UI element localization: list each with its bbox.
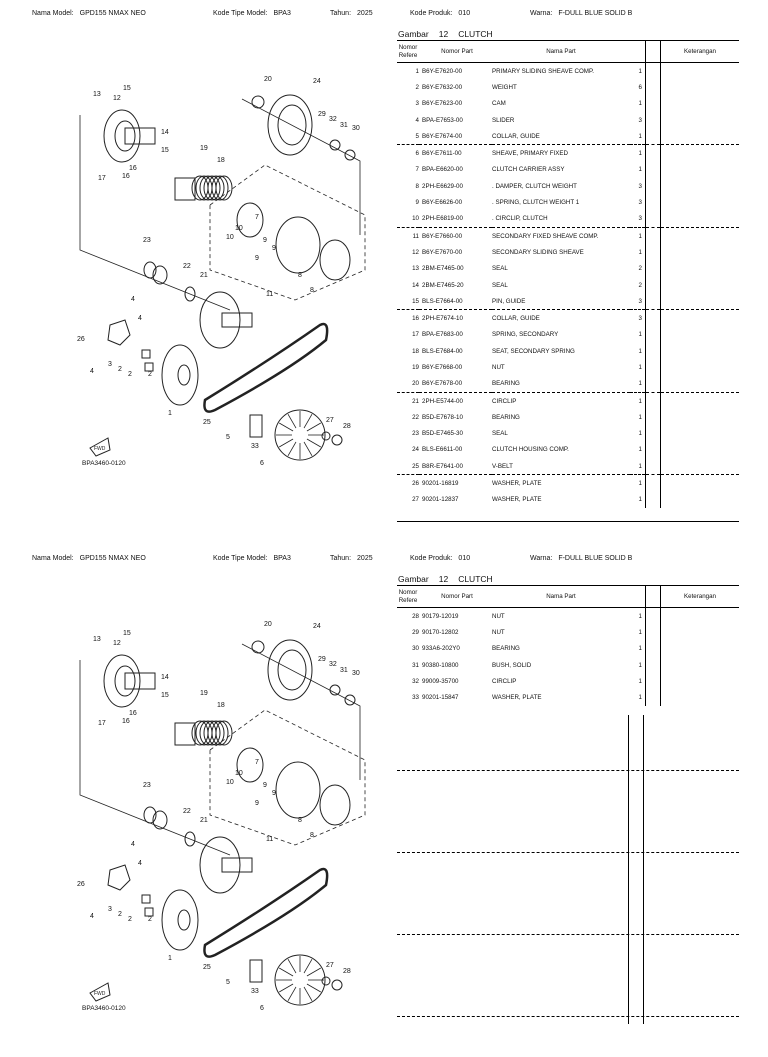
header-model: Nama Model: GPD155 NMAX NEO — [32, 10, 146, 17]
part-name: COLLAR, GUIDE — [492, 315, 540, 323]
table-row — [397, 194, 739, 210]
quantity: 3 — [630, 211, 646, 228]
quantity: 1 — [630, 624, 646, 640]
ref-number: 17 — [412, 331, 419, 339]
ref-number: 33 — [412, 694, 419, 702]
part-name: CLUTCH CARRIER ASSY — [492, 166, 565, 174]
col-remark: Keterangan — [661, 41, 740, 63]
table-row — [397, 310, 739, 327]
callout-label: 3 — [108, 361, 112, 368]
table-row — [397, 624, 739, 640]
table-row — [397, 657, 739, 673]
callout-label: 13 — [93, 636, 101, 643]
ref-number: 4 — [415, 116, 419, 124]
part-name: CIRCLIP — [492, 397, 517, 405]
callout-label: 11 — [266, 291, 274, 298]
ref-number: 16 — [412, 315, 419, 323]
part-name: WASHER, PLATE — [492, 480, 542, 488]
catalog-page-2 — [0, 545, 768, 1057]
part-name: V-BELT — [492, 458, 630, 475]
callout-label: 21 — [200, 272, 208, 279]
part-number: 90201-15847 — [422, 694, 459, 702]
callout-label: 4 — [138, 860, 142, 867]
callout-label: 29 — [318, 111, 326, 118]
callout-label: 12 — [113, 95, 121, 102]
quantity: 1 — [630, 641, 646, 657]
callout-label: 8 — [310, 832, 314, 839]
callout-label: 27 — [326, 962, 334, 969]
ref-number: 6 — [415, 150, 419, 158]
quantity: 1 — [630, 145, 646, 162]
quantity: 1 — [630, 673, 646, 689]
ref-number: 20 — [397, 376, 419, 393]
quantity: 2 — [630, 277, 646, 293]
callout-label: 4 — [131, 296, 135, 303]
table-row — [397, 475, 739, 492]
clutch-exploded-diagram — [30, 70, 370, 470]
part-name: BEARING — [492, 645, 520, 653]
part-number: B6Y-E7670-00 — [422, 248, 463, 256]
callout-label: 22 — [183, 808, 191, 815]
part-name: BEARING — [492, 376, 630, 393]
header-type: Kode Tipe Model: BPA3 — [213, 555, 291, 562]
callout-label: 13 — [93, 91, 101, 98]
callout-label: 7 — [255, 214, 259, 221]
table-row — [397, 608, 739, 625]
quantity: 1 — [630, 359, 646, 375]
part-number: B5D-E7678-10 — [422, 413, 463, 421]
fwd-label: FWD — [94, 991, 106, 997]
table-row — [397, 492, 739, 508]
ref-number: 31 — [412, 661, 419, 669]
part-number: B6Y-E7620-00 — [422, 67, 463, 75]
table-row — [397, 162, 739, 178]
part-name: CLUTCH HOUSING COMP. — [492, 446, 569, 454]
part-number: 2PH-E5744-00 — [422, 397, 463, 405]
ref-number: 21 — [412, 397, 419, 405]
callout-label: 30 — [352, 125, 360, 132]
table-row — [397, 343, 739, 359]
part-name: SHEAVE, PRIMARY FIXED — [492, 150, 568, 158]
callout-label: 14 — [161, 129, 169, 136]
header-product: Kode Produk: 010 — [410, 10, 471, 17]
callout-label: 4 — [90, 913, 94, 920]
callout-label: 19 — [200, 145, 208, 152]
part-name: NUT — [492, 612, 505, 620]
part-name: CAM — [492, 100, 506, 108]
callout-label: 6 — [260, 460, 264, 467]
table-row — [397, 178, 739, 194]
quantity: 1 — [630, 458, 646, 475]
ref-number: 26 — [412, 480, 419, 488]
callout-label: 28 — [343, 968, 351, 975]
ref-number: 12 — [412, 248, 419, 256]
callout-label: 2 — [148, 916, 152, 923]
callout-label: 14 — [161, 674, 169, 681]
callout-label: 16 — [129, 165, 137, 172]
part-number: 90201-12837 — [422, 496, 459, 504]
part-name: WEIGHT — [492, 83, 517, 91]
callout-label: 16 — [122, 173, 130, 180]
table-row — [397, 426, 739, 442]
part-name: WASHER, PLATE — [492, 496, 542, 504]
callout-label: 18 — [217, 702, 225, 709]
part-name: SPRING, SECONDARY — [492, 331, 559, 339]
ref-number: 22 — [412, 413, 419, 421]
callout-label: 9 — [263, 237, 267, 244]
table-row — [397, 392, 739, 409]
callout-label: 21 — [200, 817, 208, 824]
part-number: 90201-16819 — [422, 480, 459, 488]
callout-label: 4 — [138, 315, 142, 322]
table-row — [397, 376, 739, 393]
part-number: BLS-E6611-00 — [422, 446, 463, 454]
table-row — [397, 63, 739, 80]
catalog-page-1 — [0, 0, 768, 512]
col-part-name: Nama Part — [492, 586, 630, 608]
part-name: WASHER, PLATE — [492, 694, 542, 702]
table-row — [397, 227, 739, 244]
callout-label: 19 — [200, 690, 208, 697]
header-color: Warna: F-DULL BLUE SOLID B — [530, 555, 633, 562]
ref-number: 23 — [412, 430, 419, 438]
part-number: B6Y-E7623-00 — [422, 100, 463, 108]
ref-number: 18 — [412, 347, 419, 355]
col-ref: Nomor Refere — [397, 41, 419, 63]
table-row — [397, 96, 739, 112]
quantity: 3 — [630, 310, 646, 327]
part-number: 933A6-202Y0 — [422, 645, 460, 653]
part-number: BLS-E7664-00 — [419, 293, 492, 310]
quantity: 3 — [630, 293, 646, 310]
callout-label: 9 — [272, 245, 276, 252]
part-number: B6Y-E7678-00 — [419, 376, 492, 393]
header-year: Tahun: 2025 — [330, 555, 373, 562]
ref-number: 28 — [412, 612, 419, 620]
callout-label: 20 — [264, 621, 272, 628]
callout-label: 9 — [272, 790, 276, 797]
callout-label: 2 — [128, 371, 132, 378]
callout-label: 10 — [235, 225, 243, 232]
part-name: SECONDARY SLIDING SHEAVE — [492, 248, 584, 256]
callout-label: 31 — [340, 667, 348, 674]
part-number: BLS-E7684-00 — [422, 347, 463, 355]
part-name: COLLAR, GUIDE — [492, 128, 630, 145]
quantity: 1 — [630, 426, 646, 442]
callout-label: 2 — [118, 366, 122, 373]
ref-number: 9 — [415, 199, 419, 207]
callout-label: 2 — [118, 911, 122, 918]
quantity: 1 — [630, 227, 646, 244]
quantity: 1 — [630, 162, 646, 178]
callout-label: 1 — [168, 955, 172, 962]
part-name: . DAMPER, CLUTCH WEIGHT — [492, 182, 577, 190]
quantity: 3 — [630, 178, 646, 194]
quantity: 1 — [630, 442, 646, 458]
callout-label: 26 — [77, 336, 85, 343]
quantity: 3 — [630, 194, 646, 210]
quantity: 1 — [630, 128, 646, 145]
part-name: . SPRING, CLUTCH WEIGHT 1 — [492, 199, 580, 207]
callout-label: 6 — [260, 1005, 264, 1012]
ref-number: 11 — [412, 232, 419, 240]
callout-label: 22 — [183, 263, 191, 270]
ref-number: 30 — [412, 645, 419, 653]
part-name: SEAL — [492, 265, 508, 273]
part-name: BUSH, SOLID — [492, 661, 532, 669]
callout-label: 20 — [264, 76, 272, 83]
quantity: 1 — [630, 63, 646, 80]
ref-number: 25 — [397, 458, 419, 475]
part-name: SLIDER — [492, 116, 515, 124]
ref-number: 14 — [412, 281, 419, 289]
header-year: Tahun: 2025 — [330, 10, 373, 17]
part-name: SEAL — [492, 430, 508, 438]
part-name: CIRCLIP — [492, 677, 517, 685]
table-row — [397, 641, 739, 657]
part-number: B8R-E7641-00 — [419, 458, 492, 475]
table-row — [397, 409, 739, 425]
table-row — [397, 689, 739, 705]
callout-label: 25 — [203, 419, 211, 426]
quantity: 1 — [630, 376, 646, 393]
part-number: BPA-E6620-00 — [422, 166, 463, 174]
part-number: 90170-12802 — [422, 628, 459, 636]
col-part-name: Nama Part — [492, 41, 630, 63]
ref-number: 1 — [415, 67, 419, 75]
quantity: 1 — [630, 475, 646, 492]
part-number: 2BM-E7465-20 — [422, 281, 464, 289]
callout-label: 29 — [318, 656, 326, 663]
ref-number: 7 — [415, 166, 419, 174]
part-number: 90380-10800 — [422, 661, 459, 669]
clutch-exploded-diagram — [30, 615, 370, 1015]
table-row — [397, 359, 739, 375]
diagram-code: BPA3460-0120 — [82, 1005, 126, 1012]
part-number: 2PH-E6819-00 — [419, 211, 492, 228]
part-number: 90179-12019 — [422, 612, 459, 620]
ref-number: 19 — [412, 363, 419, 371]
callout-label: 9 — [255, 255, 259, 262]
callout-label: 28 — [343, 423, 351, 430]
callout-label: 15 — [123, 630, 131, 637]
part-number: 2PH-E7674-10 — [422, 315, 463, 323]
callout-label: 18 — [217, 157, 225, 164]
callout-label: 32 — [329, 116, 337, 123]
part-number: BPA-E7683-00 — [422, 331, 463, 339]
part-number: B6Y-E7674-00 — [419, 128, 492, 145]
callout-label: 31 — [340, 122, 348, 129]
figure-title: Gambar 12 CLUTCH — [398, 574, 493, 584]
fwd-label: FWD — [94, 446, 106, 452]
callout-label: 26 — [77, 881, 85, 888]
ref-number: 32 — [412, 677, 419, 685]
callout-label: 9 — [263, 782, 267, 789]
table-row — [397, 145, 739, 162]
header-color: Warna: F-DULL BLUE SOLID B — [530, 10, 633, 17]
part-name: . CIRCLIP, CLUTCH — [492, 211, 630, 228]
callout-label: 25 — [203, 964, 211, 971]
header-product: Kode Produk: 010 — [410, 555, 471, 562]
part-number: B6Y-E6626-00 — [422, 199, 463, 207]
col-remark: Keterangan — [661, 586, 740, 608]
ref-number: 5 — [397, 128, 419, 145]
part-name: SECONDARY FIXED SHEAVE COMP. — [492, 232, 599, 240]
part-name: NUT — [492, 628, 505, 636]
callout-label: 17 — [98, 175, 106, 182]
col-ref: Nomor Refere — [397, 586, 419, 608]
callout-label: 24 — [313, 78, 321, 85]
ref-number: 10 — [397, 211, 419, 228]
ref-number: 13 — [412, 265, 419, 273]
part-name: SEAT, SECONDARY SPRING — [492, 347, 575, 355]
table-row — [397, 211, 739, 228]
callout-label: 10 — [226, 234, 234, 241]
ref-number: 8 — [415, 182, 419, 190]
ref-number: 3 — [415, 100, 419, 108]
quantity: 1 — [630, 96, 646, 112]
callout-label: 2 — [128, 916, 132, 923]
callout-label: 30 — [352, 670, 360, 677]
callout-label: 12 — [113, 640, 121, 647]
parts-table — [397, 40, 739, 508]
ref-number: 2 — [415, 83, 419, 91]
callout-label: 23 — [143, 237, 151, 244]
table-row — [397, 277, 739, 293]
quantity: 1 — [630, 409, 646, 425]
ref-number: 29 — [412, 628, 419, 636]
quantity: 1 — [630, 689, 646, 705]
part-number: B5D-E7465-30 — [422, 430, 463, 438]
callout-label: 8 — [310, 287, 314, 294]
callout-label: 17 — [98, 720, 106, 727]
parts-table — [397, 585, 739, 706]
figure-title: Gambar 12 CLUTCH — [398, 29, 493, 39]
table-row — [397, 293, 739, 310]
table-row — [397, 327, 739, 343]
table-row — [397, 112, 739, 128]
callout-label: 33 — [251, 988, 259, 995]
part-name: BEARING — [492, 413, 520, 421]
quantity: 2 — [630, 261, 646, 277]
ref-number: 15 — [397, 293, 419, 310]
table-row — [397, 261, 739, 277]
part-number: 99009-35700 — [422, 677, 459, 685]
callout-label: 10 — [235, 770, 243, 777]
callout-label: 10 — [226, 779, 234, 786]
part-number: 2PH-E6629-00 — [422, 182, 463, 190]
callout-label: 15 — [123, 85, 131, 92]
quantity: 1 — [630, 244, 646, 260]
quantity: 1 — [630, 392, 646, 409]
ref-number: 27 — [412, 496, 419, 504]
quantity: 1 — [630, 327, 646, 343]
part-name: SEAL — [492, 281, 508, 289]
callout-label: 23 — [143, 782, 151, 789]
part-name: PIN, GUIDE — [492, 293, 630, 310]
callout-label: 8 — [298, 817, 302, 824]
callout-label: 15 — [161, 147, 169, 154]
table-row — [397, 128, 739, 145]
part-name: PRIMARY SLIDING SHEAVE COMP. — [492, 67, 595, 75]
callout-label: 8 — [298, 272, 302, 279]
quantity: 6 — [630, 79, 646, 95]
callout-label: 2 — [148, 371, 152, 378]
callout-label: 4 — [131, 841, 135, 848]
callout-label: 9 — [255, 800, 259, 807]
part-number: B6Y-E7611-00 — [422, 150, 462, 158]
part-number: BPA-E7653-00 — [422, 116, 463, 124]
table-row — [397, 79, 739, 95]
table-row — [397, 244, 739, 260]
part-number: 2BM-E7465-00 — [422, 265, 464, 273]
callout-label: 16 — [129, 710, 137, 717]
part-number: B6Y-E7632-00 — [422, 83, 463, 91]
callout-label: 1 — [168, 410, 172, 417]
callout-label: 27 — [326, 417, 334, 424]
callout-label: 24 — [313, 623, 321, 630]
quantity: 3 — [630, 112, 646, 128]
table-row — [397, 458, 739, 475]
callout-label: 33 — [251, 443, 259, 450]
quantity: 1 — [630, 492, 646, 508]
callout-label: 5 — [226, 979, 230, 986]
col-part-number: Nomor Part — [419, 586, 492, 608]
ref-number: 24 — [412, 446, 419, 454]
diagram-code: BPA3460-0120 — [82, 460, 126, 467]
header-type: Kode Tipe Model: BPA3 — [213, 10, 291, 17]
callout-label: 7 — [255, 759, 259, 766]
callout-label: 11 — [266, 836, 274, 843]
part-name: NUT — [492, 363, 505, 371]
table-row — [397, 673, 739, 689]
quantity: 1 — [630, 608, 646, 625]
part-number: B6Y-E7660-00 — [422, 232, 463, 240]
callout-label: 16 — [122, 718, 130, 725]
callout-label: 3 — [108, 906, 112, 913]
callout-label: 32 — [329, 661, 337, 668]
header-model: Nama Model: GPD155 NMAX NEO — [32, 555, 146, 562]
quantity: 1 — [630, 657, 646, 673]
table-row — [397, 442, 739, 458]
callout-label: 5 — [226, 434, 230, 441]
callout-label: 15 — [161, 692, 169, 699]
part-number: B6Y-E7668-00 — [422, 363, 463, 371]
col-part-number: Nomor Part — [419, 41, 492, 63]
quantity: 1 — [630, 343, 646, 359]
callout-label: 4 — [90, 368, 94, 375]
